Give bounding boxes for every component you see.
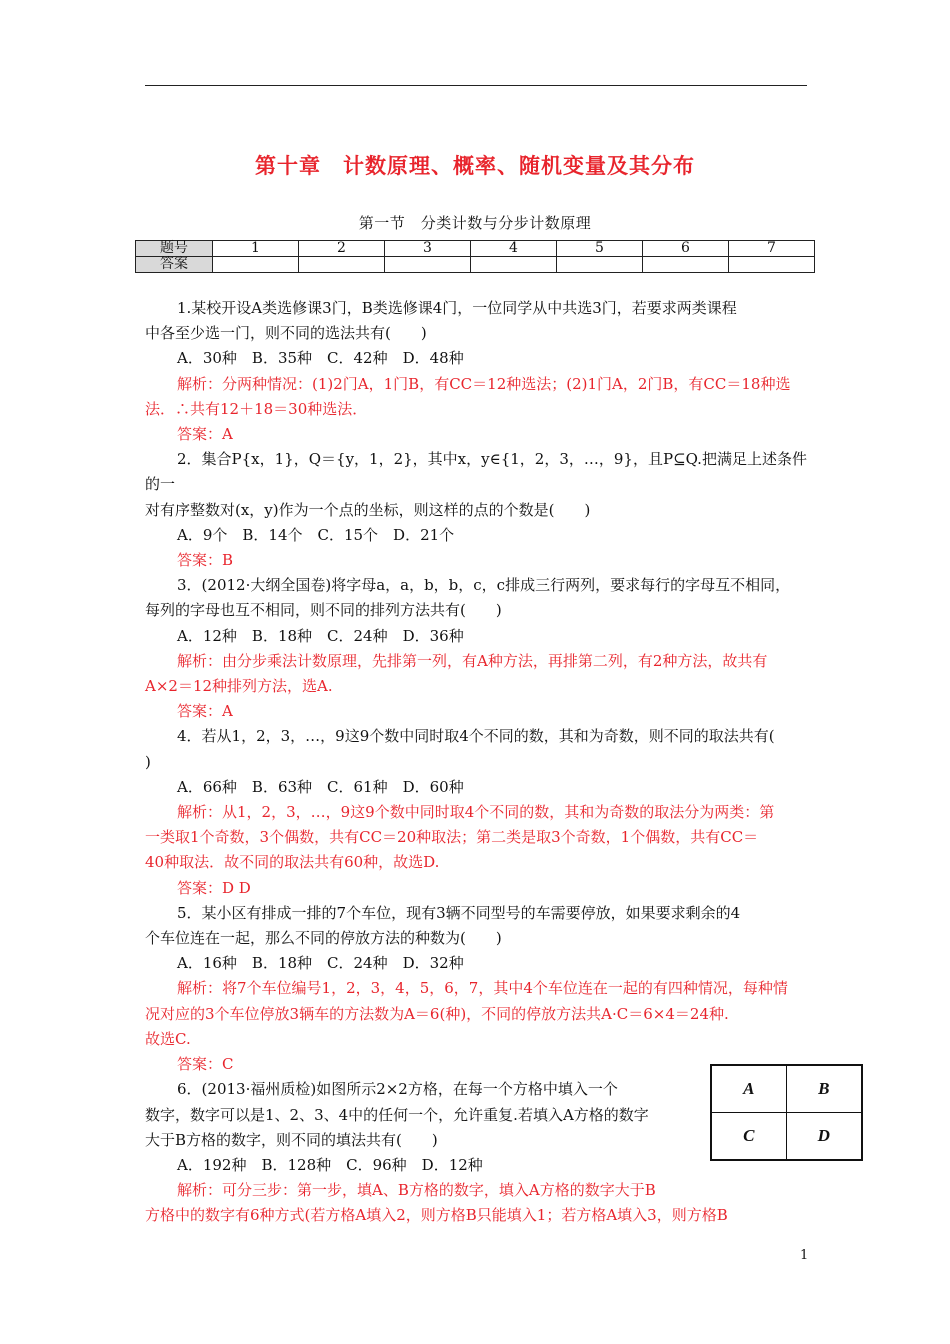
question-6-options: A．192种 B．128种 C．96种 D．12种: [177, 1155, 483, 1174]
question-4-solution: 一类取1个奇数，3个偶数，共有CC＝20种取法；第二类是取3个奇数，1个偶数，共有CC＝: [145, 828, 759, 847]
question-5-solution: 况对应的3个车位停放3辆车的方法数为A＝6(种)，不同的停放方法共A·C＝6×4＝24种.: [145, 1004, 729, 1023]
question-3-line: 每列的字母也互不相同，则不同的排列方法共有( ): [145, 601, 502, 620]
question-4-options: A．66种 B．63种 C．61种 D．60种: [177, 777, 464, 796]
answer-table-row-answers: [136, 257, 815, 273]
two-by-two-grid-figure: [710, 1064, 863, 1161]
header-rule: [145, 85, 807, 86]
question-2-line: 2．集合P{x，1}，Q＝{y，1，2}，其中x，y∈{1，2，3，…，9}，且P⊆Q.把满足上述条件的一: [145, 450, 807, 494]
section-title: 第一节 分类计数与分步计数原理: [358, 214, 592, 232]
question-5-options: A．16种 B．18种 C．24种 D．32种: [177, 954, 464, 973]
question-1-solution: 法．∴共有12＋18＝30种选法．: [145, 399, 368, 418]
question-4-answer: 答案：D D: [177, 878, 251, 897]
question-5-solution: 故选C.: [145, 1029, 191, 1048]
question-1-options: A．30种 B．35种 C．42种 D．48种: [177, 349, 464, 368]
question-6-solution: 解析：可分三步：第一步，填A、B方格的数字，填入A方格的数字大于B: [177, 1181, 656, 1200]
table-cell-answer: [213, 257, 299, 273]
question-1-solution: 解析：分两种情况：(1)2门A，1门B，有CC＝12种选法；(2)1门A，2门B，有CC＝18种选: [177, 374, 791, 393]
question-5-line: 5．某小区有排成一排的7个车位，现有3辆不同型号的车需要停放，如果要求剩余的4: [177, 903, 741, 922]
question-4-line: 4．若从1，2，3，…，9这9个数中同时取4个不同的数，其和为奇数，则不同的取法共有(: [177, 727, 775, 746]
grid-cell-c: C: [712, 1113, 787, 1160]
question-4-line: ): [145, 752, 151, 771]
question-2-line: 对有序整数对(x，y)作为一个点的坐标，则这样的点的个数是( ): [145, 500, 591, 519]
question-5-answer: 答案：C: [177, 1055, 234, 1074]
question-6-line: 数字，数字可以是1、2、3、4中的任何一个，允许重复.若填入A方格的数字: [145, 1105, 649, 1124]
question-1-answer: 答案：A: [177, 425, 233, 444]
table-cell-number: 3: [385, 241, 471, 257]
table-cell-answer: [729, 257, 815, 273]
grid-cell-a: A: [712, 1066, 787, 1113]
table-cell-answer: [299, 257, 385, 273]
grid-cell-d: D: [817, 1125, 830, 1145]
question-2-answer: 答案：B: [177, 551, 234, 570]
page-number: 1: [800, 1248, 809, 1263]
table-cell-number: 7: [729, 241, 815, 257]
question-5-line: 个车位连在一起，那么不同的停放方法的种数为( ): [145, 929, 502, 948]
table-cell-answer: [643, 257, 729, 273]
answer-table-row-numbers: [136, 241, 815, 257]
table-cell-answer: [557, 257, 643, 273]
question-6-line: 6．(2013·福州质检)如图所示2×2方格，在每一个方格中填入一个: [177, 1080, 618, 1099]
table-header-number: 题号: [136, 241, 213, 257]
question-6-line: 大于B方格的数字，则不同的填法共有( ): [145, 1130, 438, 1149]
question-1-line: 1.某校开设A类选修课3门，B类选修课4门，一位同学从中共选3门，若要求两类课程: [177, 299, 737, 317]
table-cell-answer: [385, 257, 471, 273]
question-2-options: A．9个 B．14个 C．15个 D．21个: [177, 525, 455, 544]
table-header-answer: 答案: [136, 257, 213, 273]
question-4-solution: 40种取法．故不同的取法共有60种，故选D.: [145, 853, 440, 872]
question-3-solution: A×2＝12种排列方法，选A.: [145, 677, 333, 696]
question-5-solution: 解析：将7个车位编号1，2，3，4，5，6，7，其中4个车位连在一起的有四种情况，每种情: [177, 979, 788, 998]
chapter-title: 第十章 计数原理、概率、随机变量及其分布: [255, 153, 695, 178]
question-3-line: 3．(2012·大纲全国卷)将字母a，a，b，b，c，c排成三行两列，要求每行的字母互不相同，: [177, 576, 791, 595]
table-cell-answer: [471, 257, 557, 273]
question-4-solution: 解析：从1，2，3，…，9这9个数中同时取4个不同的数，其和为奇数的取法分为两类：第: [177, 803, 775, 822]
table-cell-number: 6: [643, 241, 729, 257]
question-body: [145, 296, 807, 1229]
answer-table: [135, 240, 815, 273]
table-cell-number: 5: [557, 241, 643, 257]
question-6-solution: 方格中的数字有6种方式(若方格A填入2，则方格B只能填入1；若方格A填入3，则方格B: [145, 1206, 728, 1225]
question-3-options: A．12种 B．18种 C．24种 D．36种: [177, 626, 464, 645]
question-1-line: 中各至少选一门，则不同的选法共有( ): [145, 324, 427, 343]
grid-cell-b: B: [787, 1066, 862, 1113]
table-cell-number: 4: [471, 241, 557, 257]
table-cell-number: 2: [299, 241, 385, 257]
question-3-solution: 解析：由分步乘法计数原理，先排第一列，有A种方法，再排第二列，有2种方法，故共有: [177, 651, 768, 670]
table-cell-number: 1: [213, 241, 299, 257]
question-3-answer: 答案：A: [177, 702, 233, 721]
